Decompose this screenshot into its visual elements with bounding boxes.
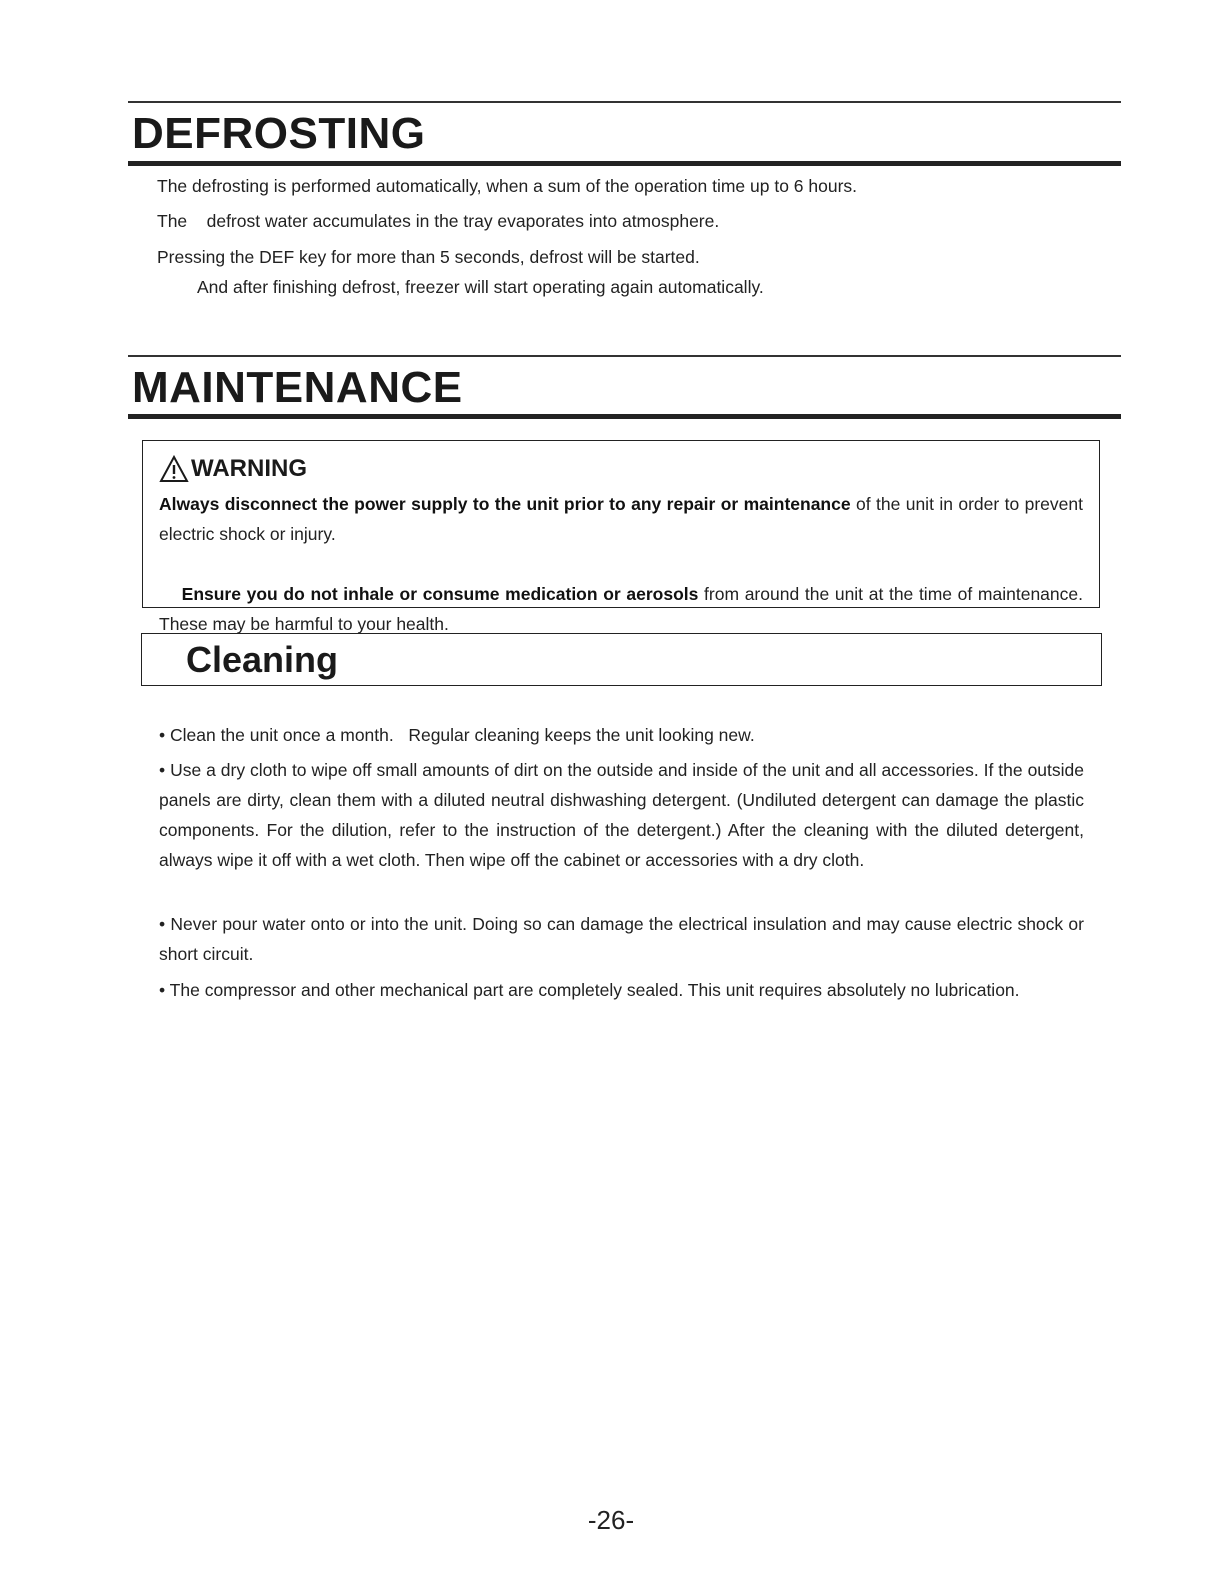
defrosting-line-3: Pressing the DEF key for more than 5 seconds, defrost will be started. (157, 247, 700, 267)
defrosting-top-rule (128, 101, 1121, 103)
warning-triangle-icon (159, 455, 189, 483)
defrosting-line-1: The defrosting is performed automatically, when a sum of the operation time up to 6 hours. (157, 176, 858, 196)
defrosting-bottom-rule (128, 161, 1121, 166)
maintenance-top-rule (128, 355, 1121, 357)
warning-box (142, 440, 1100, 634)
cleaning-header-box (141, 633, 1102, 686)
cleaning-bullet-1: • Clean the unit once a month. Regular cleaning keeps the unit looking new. (159, 725, 755, 745)
cleaning-bullet-2: • Use a dry cloth to wipe off small amounts of dirt on the outside and inside of the unit and all accessories. If the outside panels are dirty, clean them with a diluted neutral dishwashing detergent. (Undiluted detergent can damage the plastic components. For the dilution, refer to the instruction of the detergent.) After the cleaning with the diluted detergent, always wipe it off with a wet cloth. Then wipe off the cabinet or accessories with a dry cloth. (159, 760, 1084, 870)
warning-paragraph-2-bold: Ensure you do not inhale or consume medication or aerosols (181, 584, 699, 604)
maintenance-title: MAINTENANCE (132, 363, 463, 412)
warning-paragraph-1 (159, 489, 1083, 549)
warning-paragraph-1-rest: of the unit in order to prevent electric shock or injury. (159, 494, 1083, 544)
maintenance-bottom-rule (128, 414, 1121, 419)
warning-paragraph-1-bold: Always disconnect the power supply to the unit prior to any repair or maintenance (159, 494, 851, 514)
defrosting-line-2: The defrost water accumulates in the tray evaporates into atmosphere. (157, 211, 720, 231)
page-number: -26- (587, 1505, 635, 1535)
warning-paragraph-2-rest: from around the unit at the time of maintenance. These may be harmful to your health. (159, 584, 1098, 634)
cleaning-bullet-3: • Never pour water onto or into the unit. Doing so can damage the electrical insulation and may cause electric shock or short circuit. (159, 914, 1084, 964)
warning-heading (159, 455, 307, 483)
cleaning-bullet-4: • The compressor and other mechanical part are completely sealed. This unit requires absolutely no lubrication. (159, 980, 1020, 1000)
cleaning-title: Cleaning (186, 639, 339, 680)
defrosting-title: DEFROSTING (132, 109, 426, 158)
warning-label: WARNING (191, 455, 307, 482)
defrosting-line-4: And after finishing defrost, freezer will start operating again automatically. (197, 277, 764, 297)
